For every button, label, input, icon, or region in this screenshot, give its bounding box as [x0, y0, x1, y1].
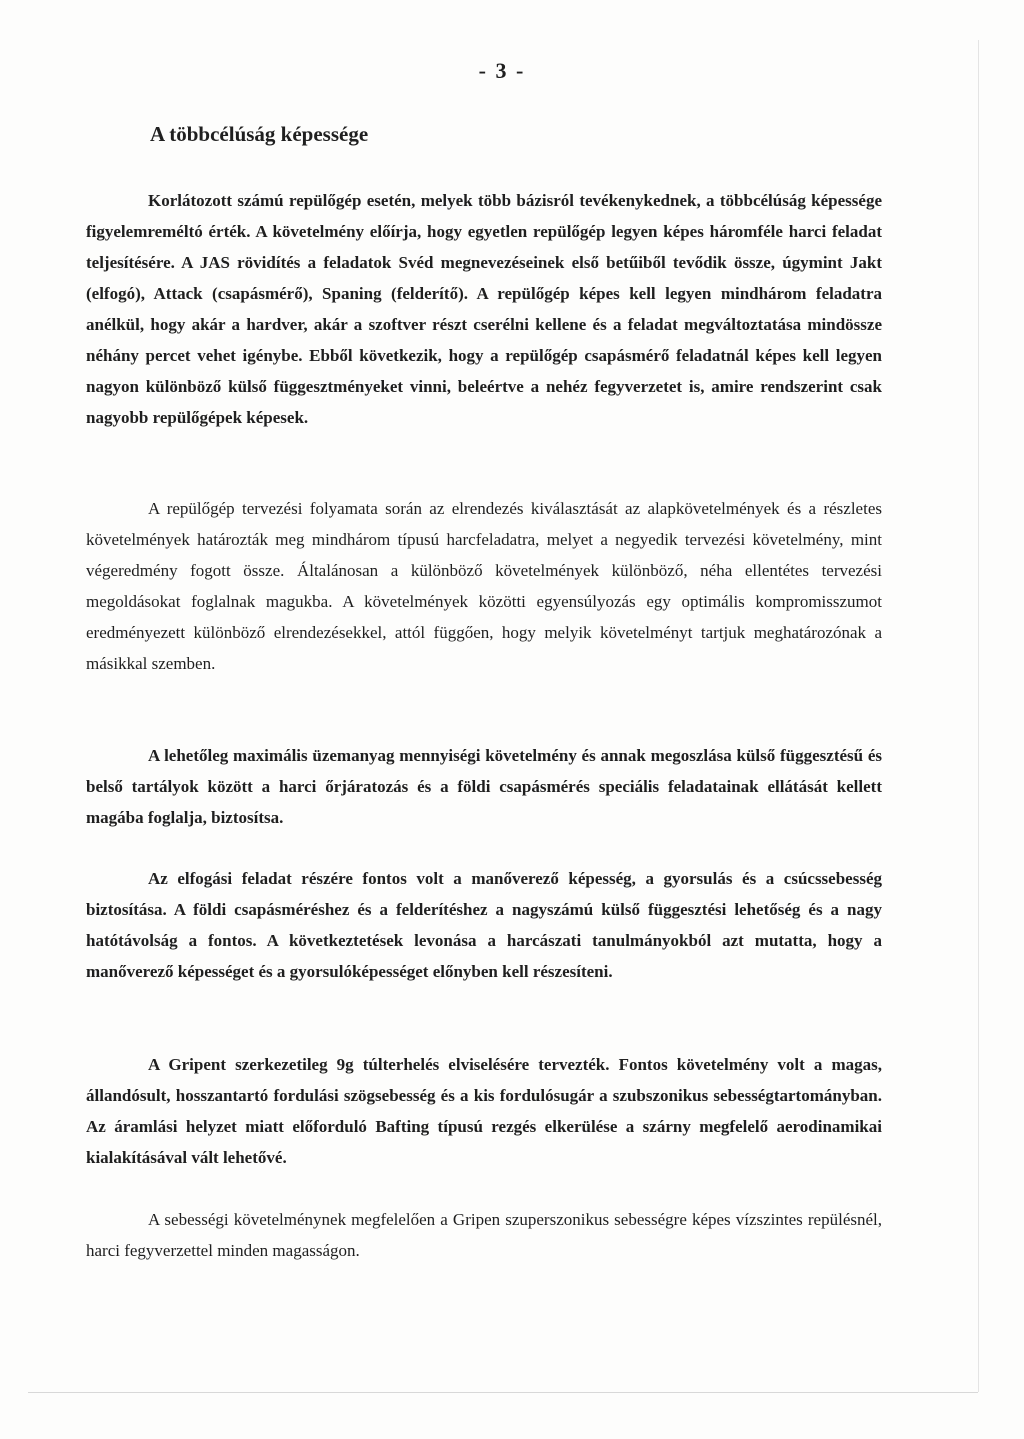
- paragraph-multirole: Korlátozott számú repülőgép esetén, melyek több bázisról tevékenykednek, a többcélúság képessége figyelemreméltó érték. A követelmény előírja, hogy egyetlen repülőgép legyen képes háromféle harci feladat teljesítésére. A JAS rövidítés a feladatok Svéd megnevezéseinek első betűiből tevődik össze, úgymint Jakt (elfogó), Attack (csapásmérő), Spaning (felderítő). A repülőgép képes kell legyen mindhárom feladatra anélkül, hogy akár a hardver, akár a szoftver részt cserélni kellene és a feladat megváltoztatása mindössze néhány percet vehet igénybe. Ebből következik, hogy a repülőgép csapásmérő feladatnál képes kell legyen nagyon különböző külső függesztményeket vinni, beleértve a nehéz fegyverzetet is, amire rendszerint csak nagyobb repülőgépek képesek.: [86, 191, 882, 427]
- page-edge-bottom: [28, 1392, 978, 1393]
- section-heading: A többcélúság képessége: [150, 122, 369, 146]
- paragraph-structure: A Gripent szerkezetileg 9g túlterhelés elviselésére tervezték. Fontos követelmény volt a magas, állandósult, hosszantartó fordulási szögsebesség és a kis fordulósugár a szubszonikus sebességtartományban. Az áramlási helyzet miatt előforduló Bafting típusú rezgés elkerülése a szárny megfelelő aerodinamikai kialakításával vált lehetővé.: [86, 1055, 882, 1167]
- paragraph-speed: A sebességi követelménynek megfelelően a Gripen szuperszonikus sebességre képes vízszintes repülésnél, harci fegyverzettel minden magasságon.: [86, 1210, 882, 1260]
- paragraph-design-process: A repülőgép tervezési folyamata során az elrendezés kiválasztását az alapkövetelmények és a részletes követelmények határozták meg mindhárom típusú harcfeladatra, melyet a negyedik tervezési követelmény, mint végeredmény fogott össze. Általánosan a különböző követelmények különböző, néha ellentétes tervezési megoldásokat foglalnak magukba. A követelmények közötti egyensúlyozás egy optimális kompromisszumot eredményezett különböző elrendezésekkel, attól függően, hogy melyik követelményt tartjuk meghatározónak a másikkal szemben.: [86, 499, 882, 673]
- paragraph-fuel: A lehetőleg maximális üzemanyag mennyiségi követelmény és annak megoszlása külső függesztésű és belső tartályok között a harci őrjáratozás és a földi csapásmérés speciális feladatainak ellátását kellett magába foglalja, biztosítsa.: [86, 746, 882, 827]
- page-number: - 3 -: [478, 58, 526, 83]
- page-edge-right: [978, 40, 979, 1392]
- paragraph-interception: Az elfogási feladat részére fontos volt a manőverező képesség, a gyorsulás és a csúcssebesség biztosítása. A földi csapásméréshez és a felderítéshez a nagyszámú külső függesztési lehetőség és a nagy hatótávolság a fontos. A következtetések levonása a harcászati tanulmányokból azt mutatta, hogy a manőverező képességet és a gyorsulóképességet előnyben kell részesíteni.: [86, 869, 882, 981]
